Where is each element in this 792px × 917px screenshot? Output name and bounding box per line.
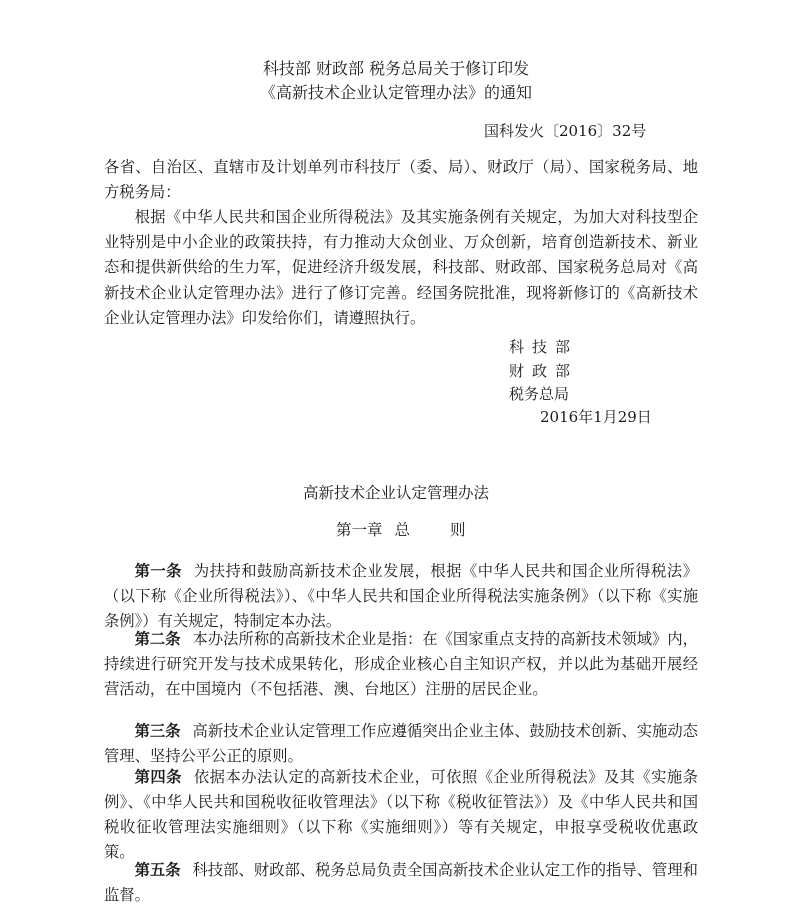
article-label: 第一条 [134,562,182,580]
article-1 [104,559,698,634]
notice-paragraph: 根据《中华人民共和国企业所得税法》及其实施条例有关规定，为加大对科技型企业特别是中小企业的政策扶持，有力推动大众创业、万众创新，培育创造新技术、新业态和提供新供给的生力军，促进经济升级发展，科技部、财政部、国家税务总局对《高新技术企业认定管理办法》进行了修订完善。经国务院批准，现将新修订的《高新技术企业认定管理办法》印发给你们，请遵照执行。 [104,208,698,327]
chapter-number: 第一章 [336,521,383,539]
article-text: 为扶持和鼓励高新技术企业发展，根据《中华人民共和国企业所得税法》（以下称《企业所得税法》）、《中华人民共和国企业所得税法实施条例》（以下称《实施条例》）有关规定，特制定本办法。 [104,562,698,630]
chapter-heading [336,519,466,541]
article-3 [104,719,698,769]
document-number: 国科发火〔2016〕32号 [484,122,647,140]
regulation-title: 高新技术企业认定管理办法 [302,484,489,502]
article-text: 依据本办法认定的高新技术企业，可依照《企业所得税法》及其《实施条例》、《中华人民共和国税收征收管理法》（以下称《税收征管法》）及《中华人民共和国税收征收管理法实施细则》（以下称《实施细则》）等有关规定，申报享受税收优惠政策。 [104,768,698,861]
notice-title-line2: 《高新技术企业认定管理办法》的通知 [259,83,532,102]
article-5 [104,858,698,908]
signatory-ministry-of-science: 科技部 [509,338,579,356]
article-4 [104,765,698,865]
article-2 [104,627,698,702]
signatory-tax-administration: 税务总局 [509,385,570,403]
article-text: 高新技术企业认定管理工作应遵循突出企业主体、鼓励技术创新、实施动态管理、坚持公平公正的原则。 [104,722,698,765]
article-text: 本办法所称的高新技术企业是指：在《国家重点支持的高新技术领域》内，持续进行研究开发与技术成果转化，形成企业核心自主知识产权，并以此为基础开展经营活动，在中国境内（不包括港、澳、台地区）注册的居民企业。 [104,630,698,698]
article-label: 第五条 [134,861,181,879]
article-label: 第三条 [134,722,181,740]
article-label: 第四条 [134,768,182,786]
article-text: 科技部、财政部、税务总局负责全国高新技术企业认定工作的指导、管理和监督。 [104,861,698,904]
chapter-word-2: 则 [450,521,466,539]
notice-date: 2016年1月29日 [540,408,652,426]
article-label: 第二条 [134,630,181,648]
notice-title-line1: 科技部 财政部 税务总局关于修订印发 [262,59,530,78]
chapter-word-1: 总 [394,521,411,539]
signatory-ministry-of-finance: 财政部 [509,362,579,380]
addressee: 各省、自治区、直辖市及计划单列市科技厅（委、局）、财政厅（局）、国家税务局、地方税务局： [104,158,698,202]
